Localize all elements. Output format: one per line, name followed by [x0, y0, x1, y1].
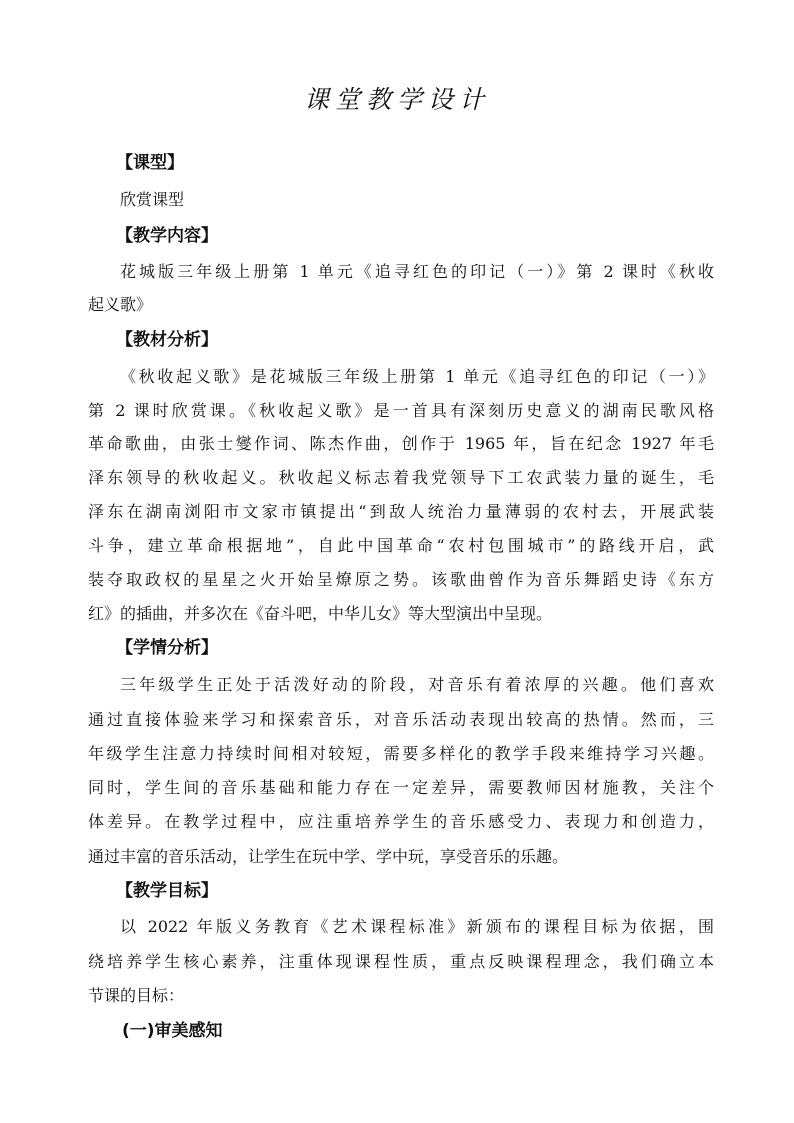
section-heading-content: 【教学内容】 — [116, 226, 218, 246]
paragraph-line: 体差异。在教学过程中，应注重培养学生的音乐感受力、表现力和创造力， — [88, 812, 714, 831]
paragraph-line: 以 2022 年版义务教育《艺术课程标准》新颁布的课程目标为依据，围 — [120, 917, 714, 936]
section-type-text: 欣赏课型 — [120, 190, 185, 209]
section-heading-type: 【课型】 — [116, 153, 184, 173]
section-heading-students: 【学情分析】 — [116, 638, 218, 658]
section-heading-goals: 【教学目标】 — [116, 881, 218, 901]
paragraph-line: 起义歌》 — [88, 295, 153, 314]
section-heading-material: 【教材分析】 — [116, 330, 218, 350]
subsection-heading-aesthetic: (一)审美感知 — [122, 1021, 223, 1041]
paragraph-line: 三年级学生正处于活泼好动的阶段，对音乐有着浓厚的兴趣。他们喜欢 — [120, 675, 714, 694]
paragraph-line: 泽东领导的秋收起义。秋收起义标志着我党领导下工农武装力量的诞生，毛 — [88, 468, 714, 487]
paragraph-line: 第 2 课时欣赏课。《秋收起义歌》是一首具有深刻历史意义的湖南民歌风格 — [88, 401, 714, 420]
paragraph-line: 通过丰富的音乐活动，让学生在玩中学、学中玩，享受音乐的乐趣。 — [88, 847, 569, 866]
paragraph-line: 节课的目标： — [88, 986, 185, 1005]
paragraph-line: 年级学生注意力持续时间相对较短，需要多样化的教学手段来维持学习兴趣。 — [88, 744, 714, 763]
paragraph-line: 《秋收起义歌》是花城版三年级上册第 1 单元《追寻红色的印记（一）》 — [120, 367, 714, 386]
paragraph-line: 同时，学生间的音乐基础和能力存在一定差异，需要教师因材施教，关注个 — [88, 778, 714, 797]
paragraph-line: 泽东在湖南浏阳市文家市镇提出“到敌人统治力量薄弱的农村去，开展武装 — [88, 502, 714, 521]
paragraph-line: 花城版三年级上册第 1 单元《追寻红色的印记（一）》第 2 课时《秋收 — [120, 262, 714, 281]
paragraph-line: 斗争，建立革命根据地”，自此中国革命“农村包围城市”的路线开启，武 — [88, 536, 714, 555]
paragraph-line: 红》的插曲，并多次在《奋斗吧，中华儿女》等大型演出中呈现。 — [88, 604, 553, 623]
paragraph-line: 革命歌曲，由张士燮作词、陈杰作曲，创作于 1965 年，旨在纪念 1927 年毛 — [88, 434, 714, 453]
document-title: 课堂教学设计 — [303, 85, 490, 114]
paragraph-line: 绕培养学生核心素养，注重体现课程性质，重点反映课程理念，我们确立本 — [88, 952, 714, 971]
paragraph-line: 通过直接体验来学习和探索音乐，对音乐活动表现出较高的热情。然而，三 — [88, 710, 714, 729]
paragraph-line: 装夺取政权的星星之火开始呈燎原之势。该歌曲曾作为音乐舞蹈史诗《东方 — [88, 570, 714, 589]
